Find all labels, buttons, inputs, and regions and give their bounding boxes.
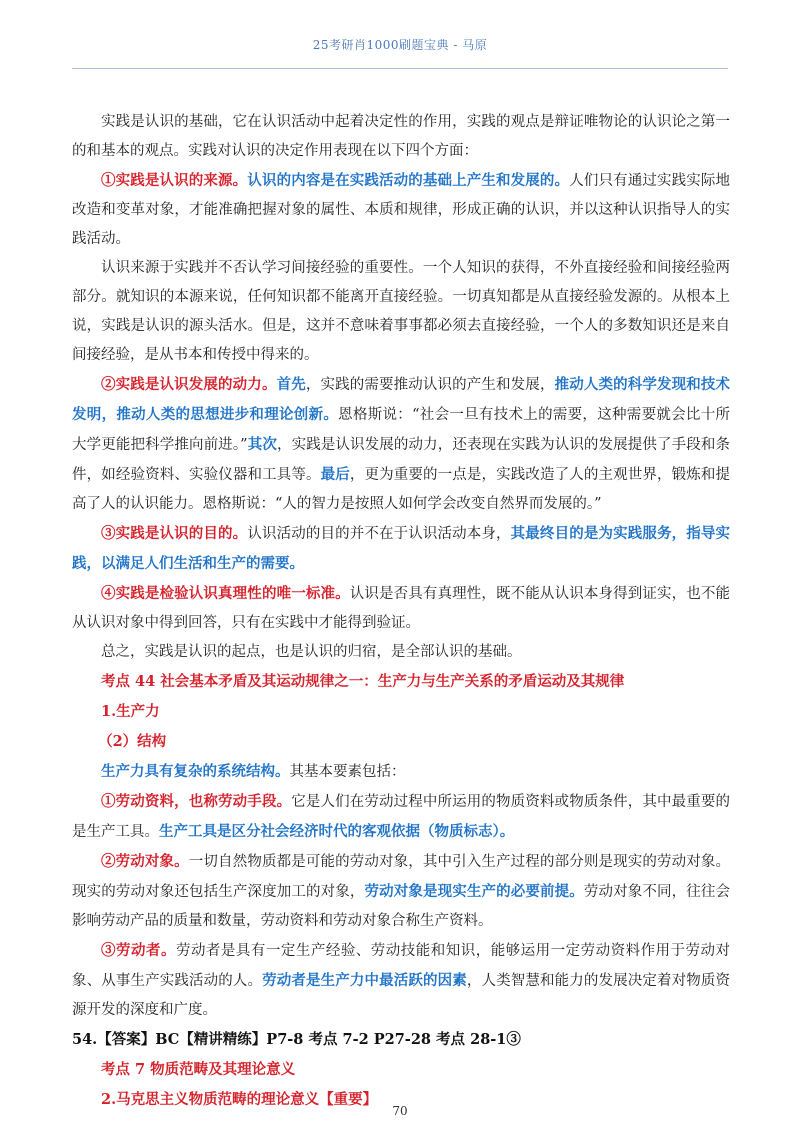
body-text: 劳动者是具有一定生产经验、劳动技能和知识，能够运用一定劳动资料作用于劳动对象、从事生产实践活动的人。: [72, 943, 731, 989]
highlight-red-text: ③实践是认识的目的。: [101, 525, 248, 542]
body-text: 认识来源于实践并不否认学习间接经验的重要性。一个人知识的获得，不外直接经验和间接经验两部分。就知识的本源来说，任何知识都不能离开直接经验。一切真知都是从直接经验发源的。从根本上说，实践是认识的源头活水。但是，这并不意味着事事都必须去直接经验，一个人的多数知识还是来自间接经验，是从书本和传授中得来的。: [72, 260, 730, 363]
paragraph: [72, 370, 730, 519]
highlight-red-text: 2.马克思主义物质范畴的理论意义【重要】: [101, 1091, 378, 1108]
body-text: 认识是否具有真理性，既不能从认识本身得到证实，也不能从认识对象中得到回答，只有在实践中才能得到验证。: [72, 586, 731, 631]
highlight-red-text: 1.生产力: [101, 703, 160, 720]
paragraph: [72, 787, 730, 847]
highlight-red-text: ②实践是认识发展的动力。: [101, 376, 277, 393]
highlight-blue-text: 劳动对象是现实生产的必要前提。: [364, 883, 584, 900]
paragraph: [72, 638, 730, 667]
body-text: 劳动对象不同，往往会影响劳动产品的质量和数量，劳动资料和劳动对象合称生产资料。: [72, 884, 730, 929]
highlight-red-text: 考点 7 物质范畴及其理论意义: [101, 1061, 296, 1078]
highlight-red-text: （2）结构: [98, 733, 167, 750]
highlight-blue-text: 其最终目的是为实践服务，指导实践，以满足人们生活和生产的需要。: [72, 525, 731, 572]
body-text: ，人类智慧和能力的发展决定着对物质资源开发的深度和广度。: [72, 973, 730, 1018]
paragraph: [72, 667, 730, 697]
body-text: 实践是认识的基础，它在认识活动中起着决定性的作用，实践的观点是辩证唯物论的认识论之第一的和基本的观点。实践对认识的决定作用表现在以下四个方面：: [72, 114, 730, 159]
paragraph: [72, 1025, 730, 1055]
highlight-red-text: ②劳动对象。: [101, 853, 189, 870]
highlight-red-text: ③劳动者。: [101, 942, 176, 959]
body-text: 其基本要素包括：: [289, 764, 406, 780]
highlight-blue-text: 认识的内容是在实践活动的基础上产生和发展的。: [247, 172, 570, 189]
header-divider: [72, 68, 728, 69]
highlight-red-text: ①实践是认识的来源。: [101, 172, 248, 189]
paragraph: [72, 847, 730, 936]
paragraph: [72, 108, 730, 166]
highlight-red-text: ④实践是检验认识真理性的唯一标准。: [101, 585, 350, 602]
highlight-red-text: 考点 44 社会基本矛盾及其运动规律之一：生产力与生产关系的矛盾运动及其规律: [101, 673, 625, 690]
highlight-blue-text: 首先: [276, 376, 306, 393]
body-text: 它是人们在劳动过程中所运用的物质资料或物质条件，其中最重要的是生产工具。: [72, 794, 730, 840]
highlight-blue-text: 生产力具有复杂的系统结构。: [101, 763, 290, 780]
highlight-red-text: ①劳动资料，也称劳动手段。: [101, 793, 292, 810]
highlight-blue-text: 最后: [320, 466, 350, 483]
body-text: 认识活动的目的并不在于认识活动本身，: [247, 526, 511, 542]
paragraph: [72, 254, 730, 370]
highlight-blue-text: 劳动者是生产力中最活跃的因素: [262, 972, 467, 989]
document-body: [72, 108, 730, 1115]
body-text: ，更为重要的一点是，实践改造了人的主观世界，锻炼和提高了人的认识能力。恩格斯说：“人的智力是按照人如何学会改变自然界而发展的。”: [72, 467, 730, 512]
paragraph: [72, 757, 730, 787]
body-text: 一切自然物质都是可能的劳动对象，其中引入生产过程的部分则是现实的劳动对象。现实的劳动对象还包括生产深度加工的对象，: [72, 854, 731, 900]
page-header-title: 25考研肖1000刷题宝典 - 马原: [312, 38, 488, 52]
body-text: ，实践是认识发展的动力，还表现在实践为认识的发展提供了手段和条件，如经验资料、实验仪器和工具等。: [72, 437, 731, 483]
paragraph: [72, 166, 730, 254]
paragraph: [72, 697, 730, 727]
paragraph: [72, 579, 730, 638]
paragraph: [72, 519, 730, 579]
body-text: 人们只有通过实践实际地改造和变革对象，才能准确把握对象的属性、本质和规律，形成正确的认识，并以这种认识指导人的实践活动。: [72, 173, 731, 247]
paragraph: [72, 727, 730, 757]
highlight-blue-text: 其次: [247, 436, 277, 453]
highlight-blue-text: 生产工具是区分社会经济时代的客观依据（物质标志）。: [159, 823, 515, 840]
answer-text: 54.【答案】BC【精讲精练】P7-8 考点 7-2 P27-28 考点 28-1③: [72, 1031, 521, 1048]
body-text: 恩格斯说：“社会一旦有技术上的需要，这种需要就会比十所大学更能把科学推向前进。”: [72, 407, 730, 453]
page-number: 70: [392, 1104, 408, 1118]
body-text: ，实践的需要推动认识的产生和发展，: [305, 377, 555, 393]
paragraph: [72, 1055, 730, 1085]
paragraph: [72, 936, 730, 1025]
highlight-blue-text: 推动人类的科学发现和技术发明，推动人类的思想进步和理论创新。: [72, 376, 731, 423]
body-text: 总之，实践是认识的起点，也是认识的归宿，是全部认识的基础。: [101, 644, 522, 660]
